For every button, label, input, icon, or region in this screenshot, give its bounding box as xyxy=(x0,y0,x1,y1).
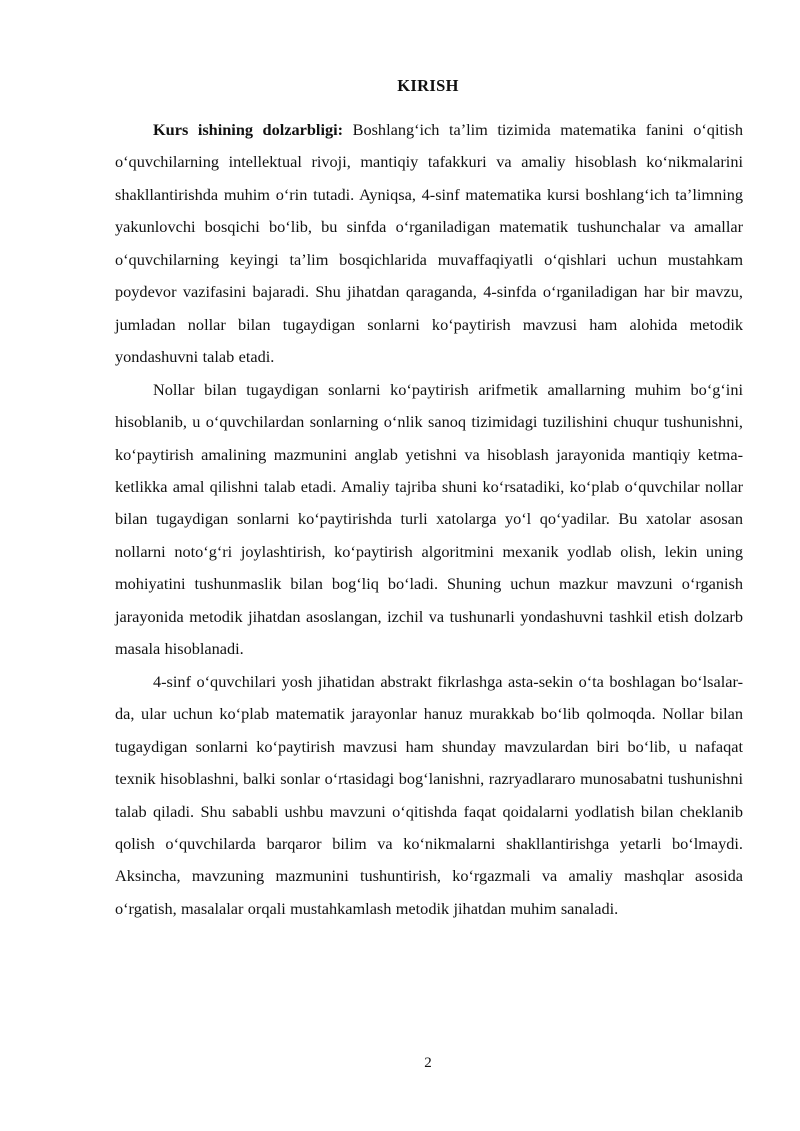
paragraph-relevance xyxy=(115,114,743,374)
document-body xyxy=(115,114,743,925)
paragraph-text: 4-sinf o‘quvchilari yosh jihatidan abstrakt fikrlashga asta-sekin o‘ta boshlagan bo‘lsalar-da, ular uchun ko‘plab matematik jarayonlar hanuz murakkab bo‘lib qolmoqda. Nollar bilan tugaydigan sonlarni ko‘paytirish mavzusi ham shunday mavzulardan biri bo‘lib, u nafaqat texnik hisoblashni, balki sonlar o‘rtasidagi bog‘lanishni, razryadlararo munosabatni tushunishni talab qiladi. Shu sababli ushbu mavzuni o‘qitishda faqat qoidalarni yodlatish bilan cheklanib qolish o‘quvchilarda barqaror bilim va ko‘nikmalarni shakllantirishga yetarli bo‘lmaydi. Aksincha, mavzuning mazmunini tushuntirish, ko‘rgazmali va amaliy mashqlar asosida o‘rgatish, masalalar orqali mustahkamlash metodik jihatdan muhim sanaladi. xyxy=(115,671,743,918)
page-number: 2 xyxy=(424,1055,432,1071)
paragraph-text: Nollar bilan tugaydigan sonlarni ko‘paytirish arifmetik amallarning muhim bo‘g‘ini hisoblanib, u o‘quvchilardan sonlarning o‘nlik sanoq tizimidagi tuzilishini chuqur tushunishni, ko‘paytirish amalining mazmunini anglab yetishni va hisoblash jarayonida mantiqiy ketma-ketlikka amal qilishni talab etadi. Amaliy tajriba shuni ko‘rsatadiki, ko‘plab o‘quvchilar nollar bilan tugaydigan sonlarni ko‘paytirishda turli xatolarga yo‘l qo‘yadilar. Bu xatolar asosan nollarni noto‘g‘ri joylashtirish, ko‘paytirish algoritmini mexanik yodlab olish, lekin uning mohiyatini tushunmaslik bilan bog‘liq bo‘ladi. Shuning uchun mazkur mavzuni o‘rganish jarayonida metodik jihatdan asoslangan, izchil va tushunarli yondashuvni tashkil etish dolzarb masala hisoblanadi. xyxy=(115,379,743,659)
paragraph-lead: Kurs ishining dolzarbligi: xyxy=(153,120,344,139)
section-title: KIRISH xyxy=(397,76,459,95)
paragraph-text: Boshlang‘ich ta’lim tizimida matematika fanini o‘qitish o‘quvchilarning intellektual rivoji, mantiqiy tafakkuri va amaliy hisoblash ko‘nikmalarini shakllantirishda muhim o‘rin tutadi. Ayniqsa, 4-sinf matematika kursi boshlang‘ich ta’limning yakunlovchi bosqichi bo‘lib, bu sinfda o‘rganiladigan matematik tushunchalar va amallar o‘quvchilarning keyingi ta’lim bosqichlarida muvaffaqiyatli o‘qishlari uchun mustahkam poydevor vazifasini bajaradi. Shu jihatdan qaraganda, 4-sinfda o‘rganiladigan har bir mavzu, jumladan nollar bilan tugaydigan sonlarni ko‘paytirish mavzusi ham alohida metodik yondashuvni talab etadi. xyxy=(115,120,743,367)
